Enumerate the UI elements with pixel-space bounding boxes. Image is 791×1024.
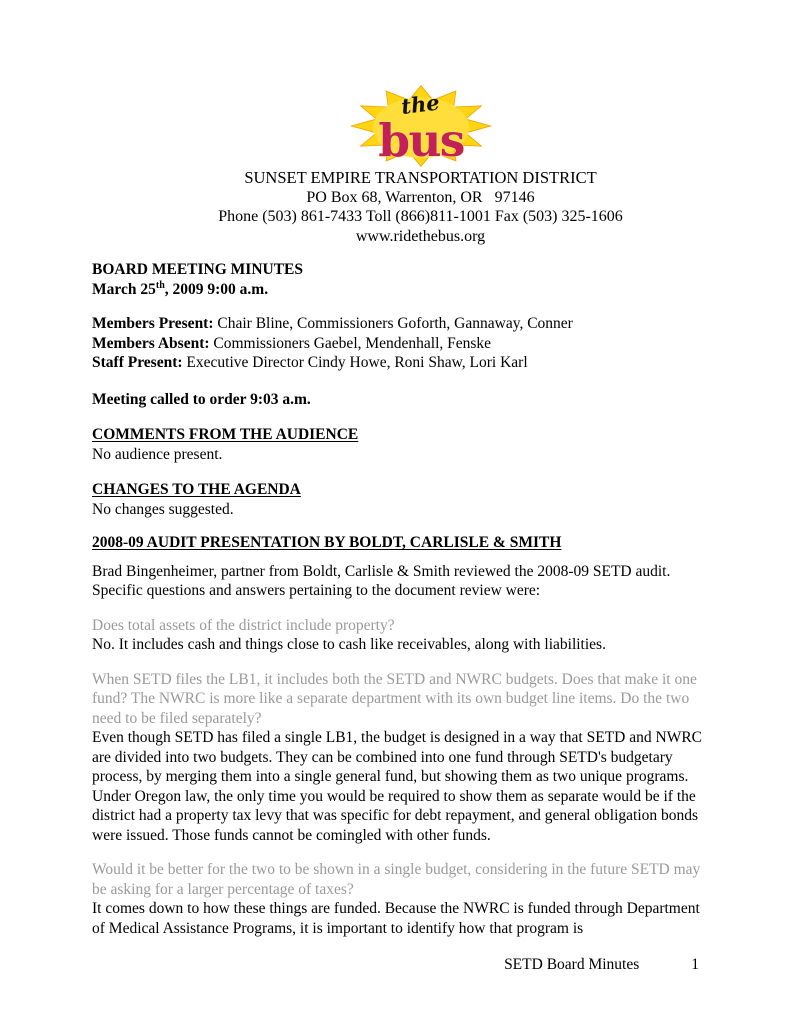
meeting-date-ordinal: th xyxy=(155,279,165,291)
org-name: SUNSET EMPIRE TRANSPORTATION DISTRICT xyxy=(244,168,597,187)
audit-question-3: Would it be better for the two to be shown in a single budget, considering in the future SETD may be asking for a larger percentage of taxes? xyxy=(92,861,701,898)
audit-question-1: Does total assets of the district include property? xyxy=(92,616,395,634)
section-audit xyxy=(92,533,705,938)
audit-intro: Brad Bingenheimer, partner from Boldt, Carlisle & Smith reviewed the 2008-09 SETD audit. Specific questions and answers pertaining to the document review were: xyxy=(92,562,671,599)
meeting-title: BOARD MEETING MINUTES xyxy=(92,261,303,278)
footer-label: SETD Board Minutes xyxy=(504,956,640,973)
section-changes-body: No changes suggested. xyxy=(92,500,234,518)
logo-word-bus: bus xyxy=(377,113,464,168)
audit-answer-3: It comes down to how these things are funded. Because the NWRC is funded through Department of Medical Assistance Programs, it is important to identify how that program is xyxy=(92,900,700,937)
called-to-order: Meeting called to order 9:03 a.m. xyxy=(92,390,311,408)
bus-logo xyxy=(50,84,791,168)
audit-qa-3 xyxy=(92,860,705,938)
meeting-date-time: , 2009 9:00 a.m. xyxy=(164,280,269,298)
audit-qa-2 xyxy=(92,670,705,846)
org-website: www.ridethebus.org xyxy=(355,227,486,245)
footer-page-number: 1 xyxy=(691,956,699,973)
staff-present-value: Executive Director Cindy Howe, Roni Shaw, Lori Karl xyxy=(182,354,528,371)
staff-present-line xyxy=(92,353,705,373)
members-present-value: Chair Bline, Commissioners Goforth, Gannaway, Conner xyxy=(213,315,573,332)
audit-answer-2: Even though SETD has filed a single LB1, the budget is designed in a way that SETD and NWRC are divided into two budgets. They can be combined into one fund through SETD's budgetary process, by merging them into a single general fund, but showing them as two unique programs. Under Oregon law, the only time you would be required to show them as separate would be if the district had a property tax levy that was specific for debt repayment, and general obligation bonds were issued. Those funds cannot be comingled with other funds. xyxy=(92,729,702,844)
audit-heading: 2008-09 AUDIT PRESENTATION BY BOLDT, CARLISLE & SMITH xyxy=(92,534,562,551)
section-changes-heading: CHANGES TO THE AGENDA xyxy=(92,481,301,498)
meeting-title-block xyxy=(92,260,705,299)
meeting-date-day: March 25 xyxy=(92,280,156,298)
section-comments xyxy=(92,425,705,464)
logo-word-the: the xyxy=(399,89,441,120)
org-phone-line: Phone (503) 861-7433 Toll (866)811-1001 Fax (503) 325-1606 xyxy=(218,208,623,225)
members-present-line xyxy=(92,314,705,334)
minutes-body xyxy=(0,246,791,938)
meeting-date xyxy=(92,280,705,300)
staff-present-label: Staff Present: xyxy=(92,354,183,371)
page-footer xyxy=(504,956,699,974)
letterhead xyxy=(50,0,791,246)
org-address: PO Box 68, Warrenton, OR 97146 xyxy=(306,188,535,206)
sunburst-logo-icon xyxy=(346,84,496,168)
members-present-label: Members Present: xyxy=(92,315,214,332)
audit-question-2: When SETD files the LB1, it includes both the SETD and NWRC budgets. Does that make it one fund? The NWRC is more like a separate department with its own budget line items. Do the two need to be filed separately? xyxy=(92,670,697,727)
attendance-block xyxy=(92,314,705,373)
members-absent-value: Commissioners Gaebel, Mendenhall, Fenske xyxy=(209,334,492,352)
audit-answer-1: No. It includes cash and things close to cash like receivables, along with liabilities. xyxy=(92,636,606,653)
section-changes xyxy=(92,480,705,519)
audit-qa-1 xyxy=(92,616,705,655)
members-absent-label: Members Absent: xyxy=(92,334,210,352)
members-absent-line xyxy=(92,334,705,354)
section-comments-heading: COMMENTS FROM THE AUDIENCE xyxy=(92,426,359,443)
section-comments-body: No audience present. xyxy=(92,445,223,463)
